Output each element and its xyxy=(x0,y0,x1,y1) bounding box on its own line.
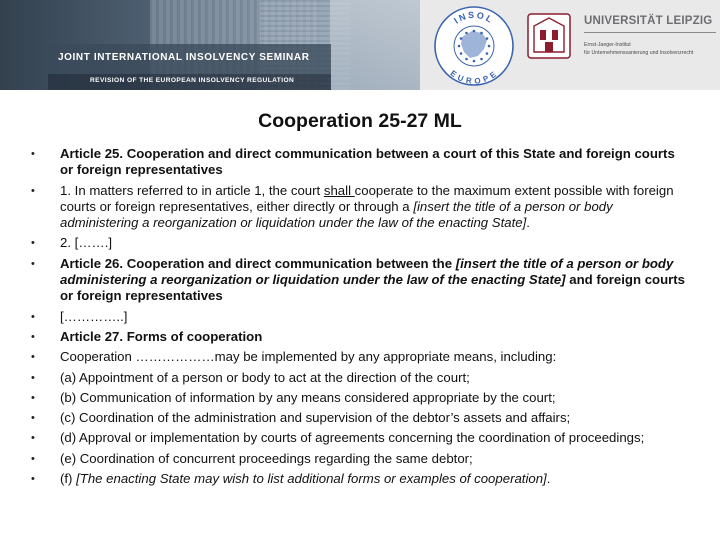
bullet-dot-icon: • xyxy=(31,371,35,384)
bullet-text: 2. […….] xyxy=(60,235,113,251)
bullet-text: [insert the title of a person or body administering a reorganization or liquidation under the law of the enacting State] xyxy=(60,255,674,288)
bullet-text: . xyxy=(546,471,551,487)
bullet-dot-icon: • xyxy=(31,391,35,404)
divider xyxy=(584,32,716,33)
bullet-dot-icon: • xyxy=(31,452,35,465)
bullet-item xyxy=(31,349,691,365)
bullet-text: [insert the title of a person or body administering a reorganization or liquidation under the law of the enacting State] xyxy=(60,198,613,231)
header-banner xyxy=(0,0,720,90)
bullet-text: (c) Coordination of the administration and supervision of the debtor’s assets and affairs; xyxy=(60,410,571,426)
bullet-item xyxy=(31,471,691,487)
bullet-text: (e) Coordination of concurrent proceedings regarding the same debtor; xyxy=(60,450,473,466)
logo-star xyxy=(486,52,489,55)
bullet-list xyxy=(31,146,691,491)
bullet-text: Article 25. Cooperation and direct communication between a court of this State and foreign courts or foreign representatives xyxy=(60,146,675,178)
bullet-dot-icon: • xyxy=(31,184,35,197)
bullet-dot-icon: • xyxy=(31,310,35,323)
bullet-item xyxy=(31,451,691,467)
bullet-item xyxy=(31,430,691,446)
bullet-text: [The enacting State may wish to list additional forms or examples of cooperation] xyxy=(76,471,547,487)
bullet-dot-icon: • xyxy=(31,237,35,250)
logo-star xyxy=(480,58,483,61)
bullet-text: […………..] xyxy=(60,308,128,324)
institute-line-1: Ernst-Jaeger-Institut xyxy=(584,42,631,48)
university-logo xyxy=(526,6,720,86)
bullet-item xyxy=(31,256,691,305)
bullet-dot-icon: • xyxy=(31,432,35,445)
bullet-item xyxy=(31,146,691,179)
logo-star xyxy=(460,37,463,40)
university-name: UNIVERSITÄT LEIPZIG xyxy=(584,15,713,27)
bullet-dot-icon: • xyxy=(31,330,35,343)
bullet-item xyxy=(31,235,691,251)
logo-star xyxy=(473,60,476,63)
bullet-dot-icon: • xyxy=(31,351,35,364)
bullet-text: (f) xyxy=(60,471,77,487)
logo-star xyxy=(458,45,461,48)
logo-star xyxy=(488,45,491,48)
bullet-text: Article 27. Forms of cooperation xyxy=(60,328,263,344)
bullet-text: Article 26. Cooperation and direct communication between the xyxy=(60,255,456,271)
bullet-item xyxy=(31,329,691,345)
bullet-text: and foreign courts or foreign representatives xyxy=(60,272,686,304)
institute-line-2: für Unternehmenssanierung und Insolvenzrecht xyxy=(584,50,694,56)
bullet-item xyxy=(31,390,691,406)
bullet-text: cooperate to the maximum extent possible with foreign courts or foreign representatives, either directly or through a xyxy=(60,182,674,214)
seminar-title: JOINT INTERNATIONAL INSOLVENCY SEMINAR xyxy=(58,52,310,63)
logo-star xyxy=(465,32,468,35)
bullet-text: (a) Appointment of a person or body to act at the direction of the court; xyxy=(60,369,470,385)
bullet-dot-icon: • xyxy=(31,148,35,160)
university-seal-icon xyxy=(526,12,572,60)
bullet-item xyxy=(31,309,691,325)
bullet-text: 1. In matters referred to in article 1, the court xyxy=(60,182,324,198)
bullet-text: . xyxy=(526,215,530,231)
bullet-dot-icon: • xyxy=(31,473,35,486)
svg-text:INSOL: INSOL xyxy=(452,9,496,26)
bullet-text: shall xyxy=(323,182,355,198)
bullet-item xyxy=(31,410,691,426)
logo-star xyxy=(480,32,483,35)
bullet-text: Cooperation ………………may be implemented by any appropriate means, including: xyxy=(60,349,557,365)
logo-star xyxy=(465,58,468,61)
logo-star xyxy=(473,30,476,33)
slide-title: Cooperation 25-27 ML xyxy=(258,110,462,132)
bullet-text: (b) Communication of information by any means considered appropriate by the court; xyxy=(60,389,556,405)
logo-star xyxy=(460,52,463,55)
seminar-subtitle: REVISION OF THE EUROPEAN INSOLVENCY REGULATION xyxy=(90,77,295,84)
bullet-text: (d) Approval or implementation by courts of agreements concerning the coordination of proceedings; xyxy=(60,430,645,446)
insol-europe-logo xyxy=(432,4,516,88)
bullet-item xyxy=(31,183,691,232)
bullet-item xyxy=(31,370,691,386)
bullet-dot-icon: • xyxy=(31,257,35,270)
bullet-dot-icon: • xyxy=(31,412,35,425)
logo-star xyxy=(486,37,489,40)
svg-text:EUROPE: EUROPE xyxy=(448,68,500,86)
